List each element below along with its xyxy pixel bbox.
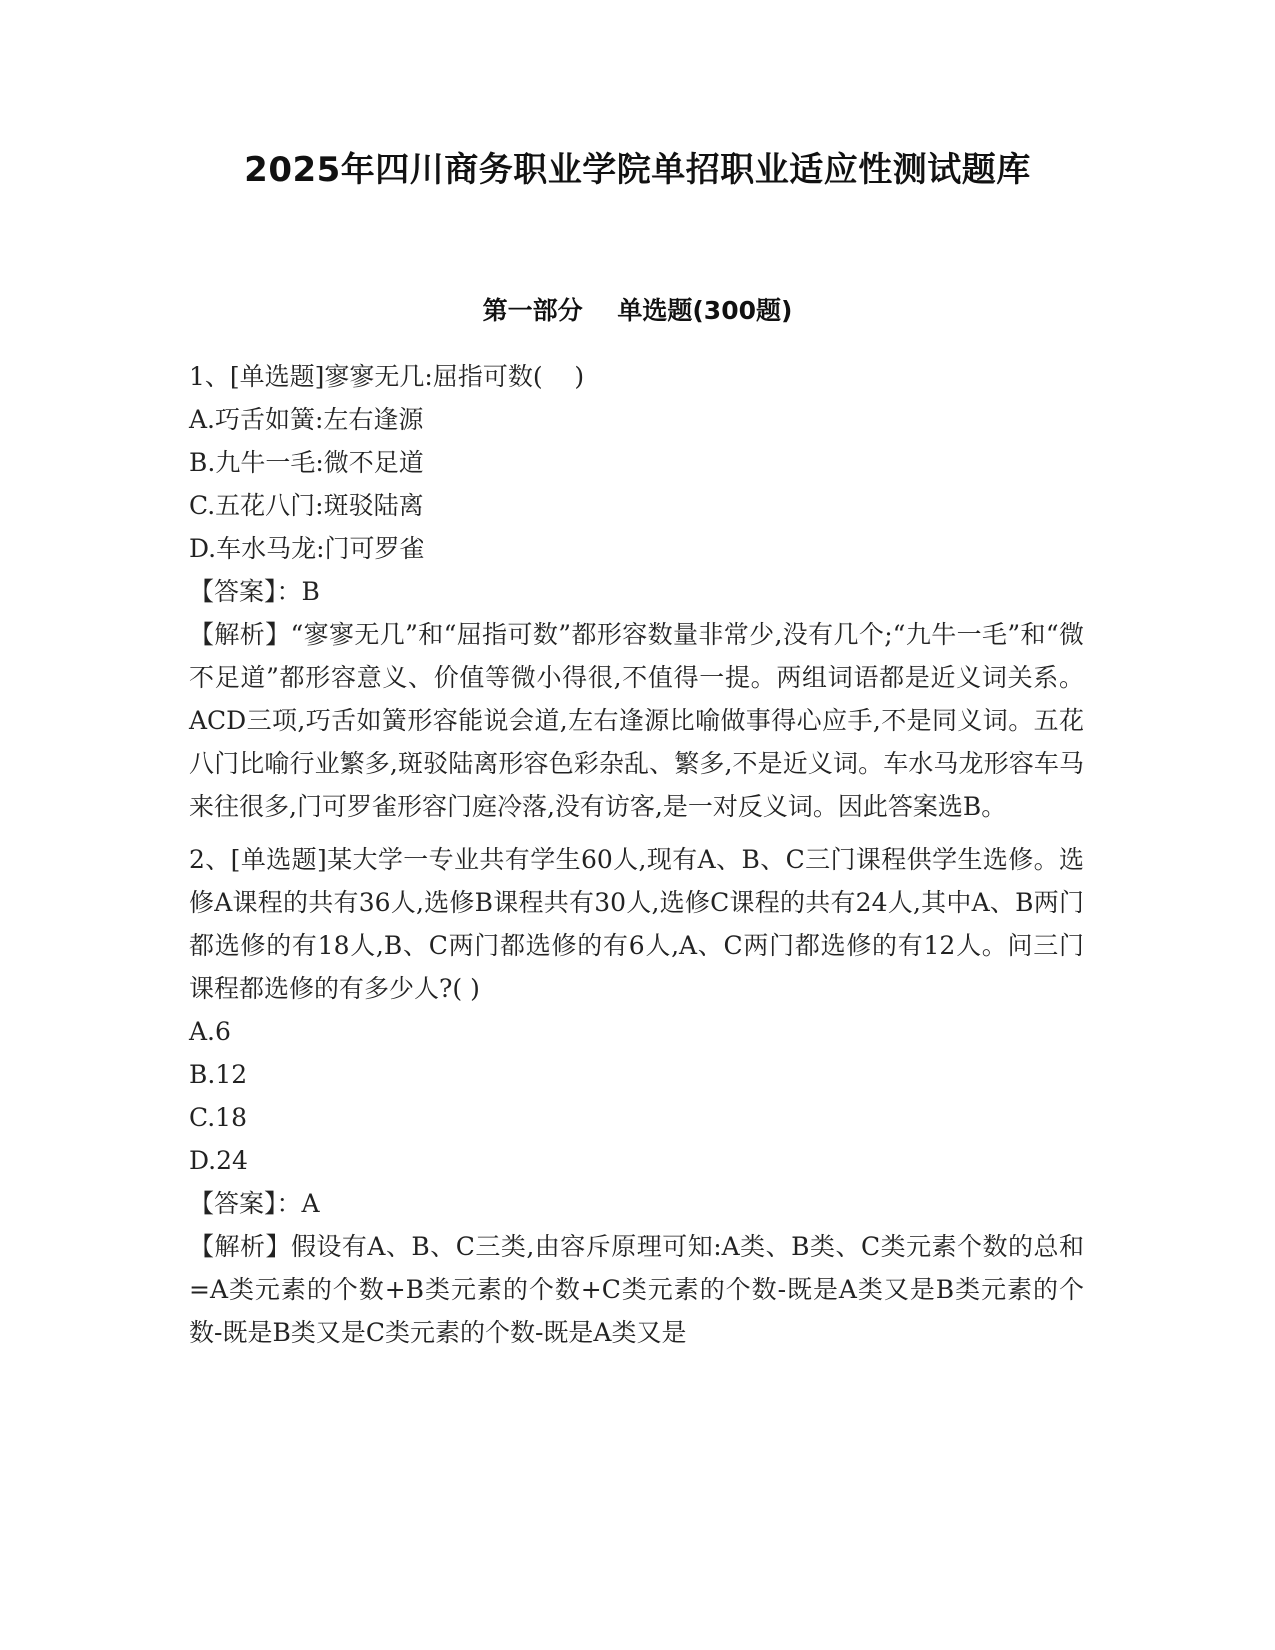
option-a: A.巧舌如簧:左右逢源 — [189, 405, 424, 434]
answer-line: 【答案】：B — [189, 577, 320, 606]
option-d: D.车水马龙:门可罗雀 — [189, 534, 425, 563]
option-d: D.24 — [189, 1146, 248, 1175]
option-c: C.五花八门:斑驳陆离 — [189, 491, 424, 520]
question-list — [189, 355, 1084, 1354]
answer-line: 【答案】：A — [189, 1189, 320, 1218]
question-stem: 1、[单选题]寥寥无几:屈指可数( ) — [189, 362, 585, 391]
section-heading: 第一部分 单选题(300题) — [482, 296, 793, 325]
question-item — [189, 355, 1084, 828]
option-c: C.18 — [189, 1103, 247, 1132]
analysis-text: 【解析】假设有A、B、C三类,由容斥原理可知:A类、B类、C类元素个数的总和=A类元素的个数+B类元素的个数+C类元素的个数-既是A类又是B类元素的个数-既是B类又是C类元素的个数-既是A类又是 — [189, 1232, 1084, 1347]
analysis-text: 【解析】“寥寥无几”和“屈指可数”都形容数量非常少,没有几个;“九牛一毛”和“微不足道”都形容意义、价值等微小得很,不值得一提。两组词语都是近义词关系。ACD三项,巧舌如簧形容能说会道,左右逢源比喻做事得心应手,不是同义词。五花八门比喻行业繁多,斑驳陆离形容色彩杂乱、繁多,不是近义词。车水马龙形容车马来往很多,门可罗雀形容门庭冷落,没有访客,是一对反义词。因此答案选B。 — [189, 620, 1084, 821]
document-title: 2025年四川商务职业学院单招职业适应性测试题库 — [244, 150, 1031, 190]
question-item — [189, 838, 1084, 1354]
option-b: B.12 — [189, 1060, 248, 1089]
question-stem: 2、[单选题]某大学一专业共有学生60人,现有A、B、C三门课程供学生选修。选修A课程的共有36人,选修B课程共有30人,选修C课程的共有24人,其中A、B两门都选修的有18人,B、C两门都选修的有6人,A、C两门都选修的有12人。问三门课程都选修的有多少人?( ) — [189, 845, 1084, 1003]
option-a: A.6 — [189, 1017, 231, 1046]
option-b: B.九牛一毛:微不足道 — [189, 448, 424, 477]
